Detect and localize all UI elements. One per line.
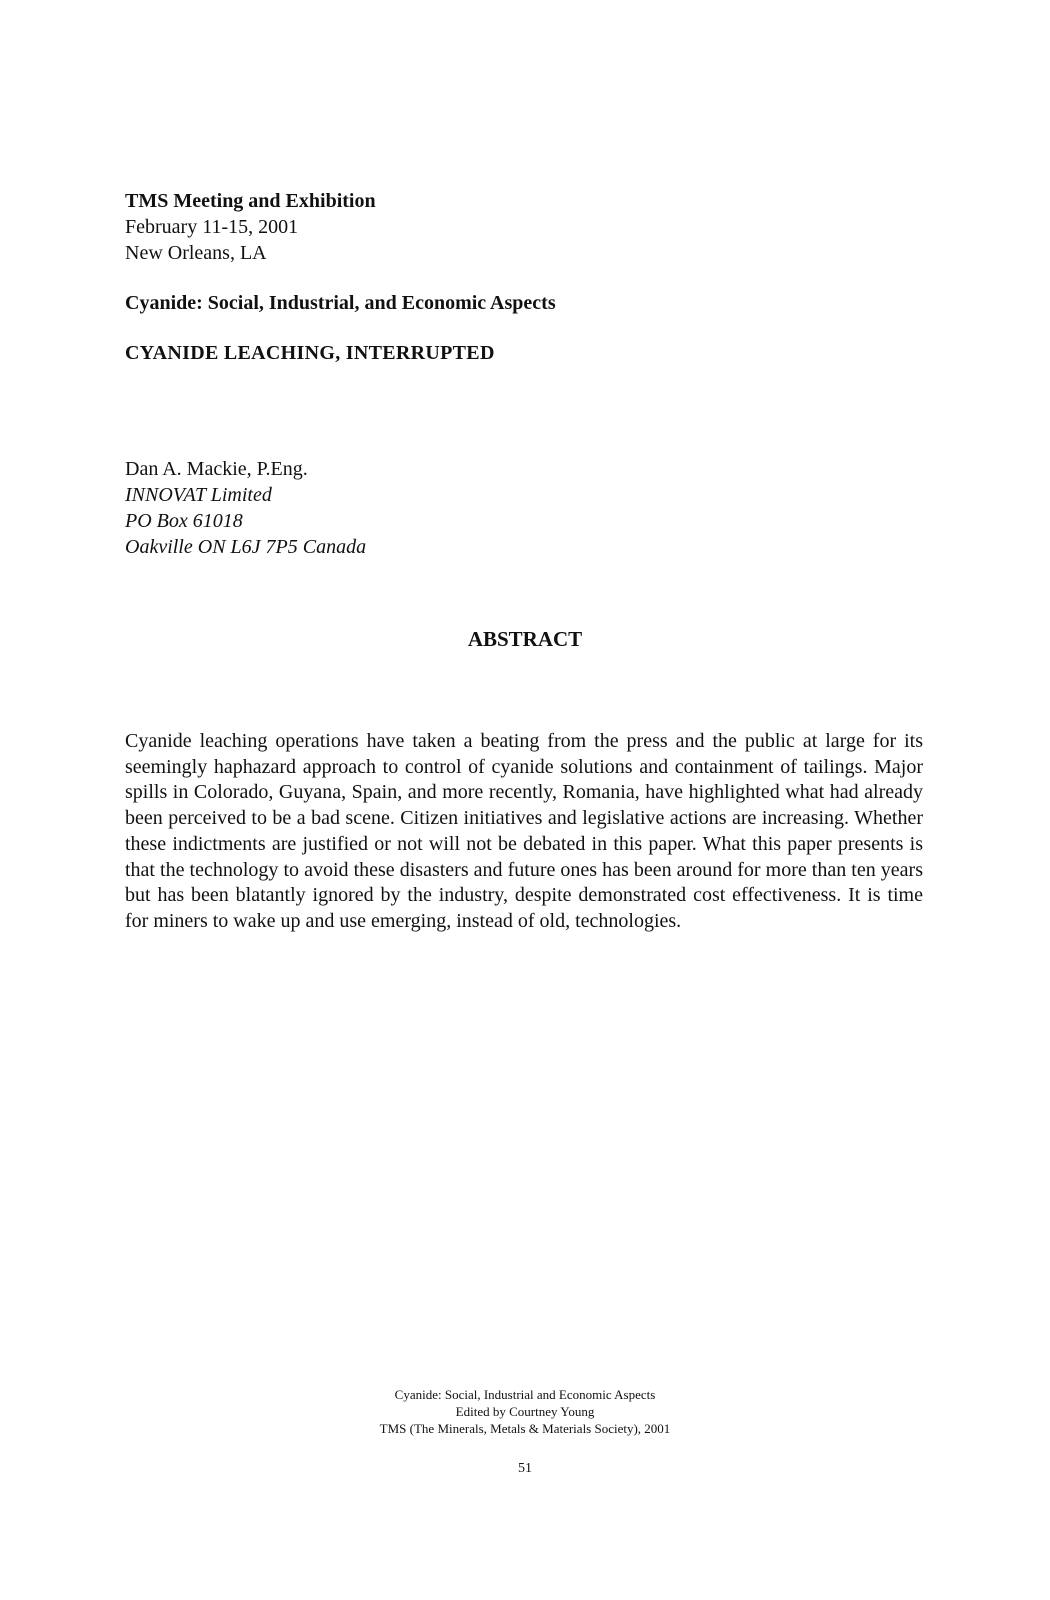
page-number: 51 [518, 1461, 532, 1476]
abstract-text: Cyanide leaching operations have taken a beating from the press and the public at large for its seemingly haphazard approach to control of cyanide solutions and containment of tailings. Major spills in Colorado, Guyana, Spain, and more recently, Romania, have highlighted what had already been perceived to be a bad scene. Citizen initiatives and legislative actions are increasing. Whether these indictments are justified or not will not be debated in this paper. What this paper presents is that the technology to avoid these disasters and future ones has been around for more than ten years but has been blatantly ignored by the industry, despite demonstrated cost effectiveness. It is time for miners to wake up and use emerging, instead of old, technologies. [125, 730, 923, 932]
paper-title: CYANIDE LEACHING, INTERRUPTED [125, 342, 495, 364]
footer-line: Cyanide: Social, Industrial and Economic Aspects [394, 1387, 656, 1402]
conference-location: New Orleans, LA [125, 242, 267, 264]
author-name: Dan A. Mackie, P.Eng. [125, 458, 308, 480]
footer-line: Edited by Courtney Young [455, 1404, 595, 1419]
page-footer [0, 1386, 1050, 1437]
author-affiliation-line: PO Box 61018 [125, 510, 243, 532]
conference-dates: February 11-15, 2001 [125, 216, 299, 238]
abstract-heading: ABSTRACT [467, 627, 583, 651]
author-block [125, 456, 366, 560]
author-affiliation-line: INNOVAT Limited [125, 484, 272, 506]
conference-info [125, 188, 376, 266]
symposium-title: Cyanide: Social, Industrial, and Economic Aspects [125, 292, 556, 314]
author-affiliation-line: Oakville ON L6J 7P5 Canada [125, 536, 367, 558]
conference-name: TMS Meeting and Exhibition [125, 190, 376, 212]
footer-line: TMS (The Minerals, Metals & Materials Society), 2001 [379, 1421, 671, 1436]
